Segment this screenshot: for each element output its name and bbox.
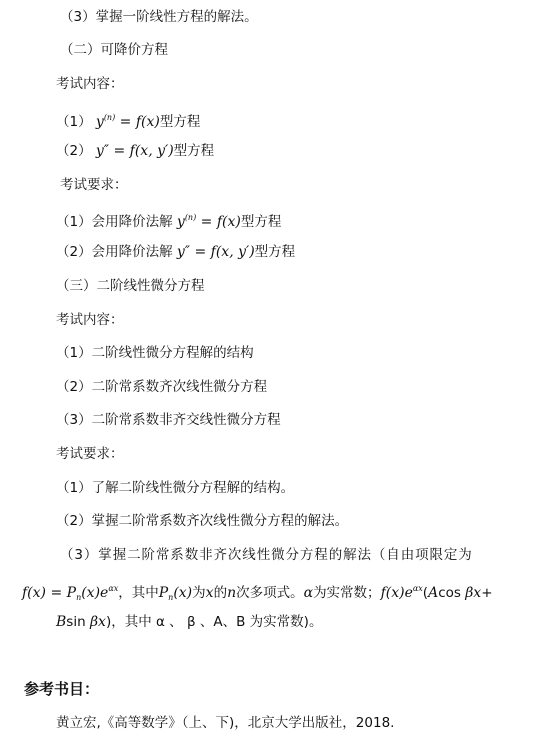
- text-segment: sin: [66, 614, 90, 630]
- formula-line: [56, 141, 214, 161]
- text-segment: cos: [438, 585, 466, 601]
- math-expression: A: [428, 585, 439, 601]
- text-segment: 的: [213, 585, 228, 601]
- text-segment: （2）会用降价法解: [56, 244, 177, 260]
- text-segment: 型方程: [173, 143, 215, 159]
- text-segment: 黄立宏,《高等数学》（上、下)，北京大学出版社，2018.: [56, 715, 395, 731]
- text-segment: (: [422, 585, 429, 601]
- math-expression: $y^{(n)} = f(x)$: [95, 113, 160, 130]
- formula-line: [56, 242, 295, 262]
- text-segment: 考试要求：: [60, 177, 128, 193]
- text-segment: （3）掌握一阶线性方程的解法。: [60, 9, 258, 25]
- math-expression: n: [227, 585, 237, 601]
- formula-line: [56, 208, 281, 232]
- text-segment: 考试内容：: [56, 76, 124, 92]
- text-line: [56, 478, 294, 498]
- math-expression: y″ = f(x, y′): [176, 244, 255, 260]
- text-segment: 型方程: [254, 244, 296, 260]
- text-segment: 为: [192, 585, 206, 601]
- formula-line: [22, 579, 493, 608]
- math-expression: y″ = f(x, y′): [95, 143, 174, 159]
- section-heading: [60, 40, 168, 60]
- text-line: [60, 545, 473, 565]
- math-expression: x: [205, 585, 214, 601]
- subsection-label: [56, 74, 124, 94]
- text-segment: 为实常数；: [313, 585, 381, 601]
- text-line: [60, 7, 258, 27]
- text-segment: （1）会用降价法解: [56, 214, 177, 230]
- formula-line: [56, 108, 200, 132]
- text-line: [56, 410, 281, 430]
- text-segment: 型方程: [240, 214, 282, 230]
- subsection-label: [56, 444, 124, 464]
- text-segment: 考试内容：: [56, 312, 124, 328]
- math-expression: $P_n(x)$: [158, 585, 193, 602]
- text-segment: （2）: [56, 143, 96, 159]
- text-segment: （二）可降价方程: [60, 42, 168, 58]
- math-expression: $y^{(n)} = f(x)$: [176, 213, 241, 230]
- text-segment: ，其中: [118, 585, 159, 601]
- section-heading: [56, 276, 205, 296]
- text-segment: 次多项式。: [236, 585, 304, 601]
- text-segment: 考试要求：: [56, 446, 124, 462]
- text-segment: （三）二阶线性微分方程: [56, 278, 205, 294]
- text-segment: （2）掌握二阶常系数齐次线性微分方程的解法。: [56, 513, 349, 529]
- math-expression: βx: [465, 585, 482, 601]
- text-line: [56, 511, 348, 531]
- text-segment: （3）掌握二阶常系数非齐次线性微分方程的解法（自由项限定为: [60, 547, 473, 563]
- text-segment: 参考书目：: [24, 680, 100, 698]
- text-segment: 型方程: [159, 114, 201, 130]
- math-expression: $f(x)e^{\alpha x}$: [380, 584, 423, 601]
- text-segment: （1）: [56, 114, 96, 130]
- reference-entry: [56, 713, 394, 733]
- math-expression: B: [56, 614, 67, 630]
- text-segment: （1）了解二阶线性微分方程解的结构。: [56, 480, 295, 496]
- math-expression: $f(x) = P_n(x)e^{\alpha x}$: [22, 584, 119, 602]
- references-heading: [24, 679, 99, 699]
- text-segment: （3）二阶常系数非齐交线性微分方程: [56, 412, 281, 428]
- text-segment: （1）二阶线性微分方程解的结构: [56, 345, 254, 361]
- subsection-label: [60, 175, 128, 195]
- text-line: [56, 343, 254, 363]
- text-line: [56, 377, 267, 397]
- text-segment: +: [481, 585, 493, 601]
- text-segment: )，其中 α 、 β 、A、B 为实常数)。: [105, 614, 323, 630]
- subsection-label: [56, 310, 124, 330]
- math-expression: βx: [89, 614, 106, 630]
- math-expression: α: [303, 585, 314, 601]
- formula-line: [56, 612, 322, 632]
- text-segment: （2）二阶常系数齐次线性微分方程: [56, 379, 268, 395]
